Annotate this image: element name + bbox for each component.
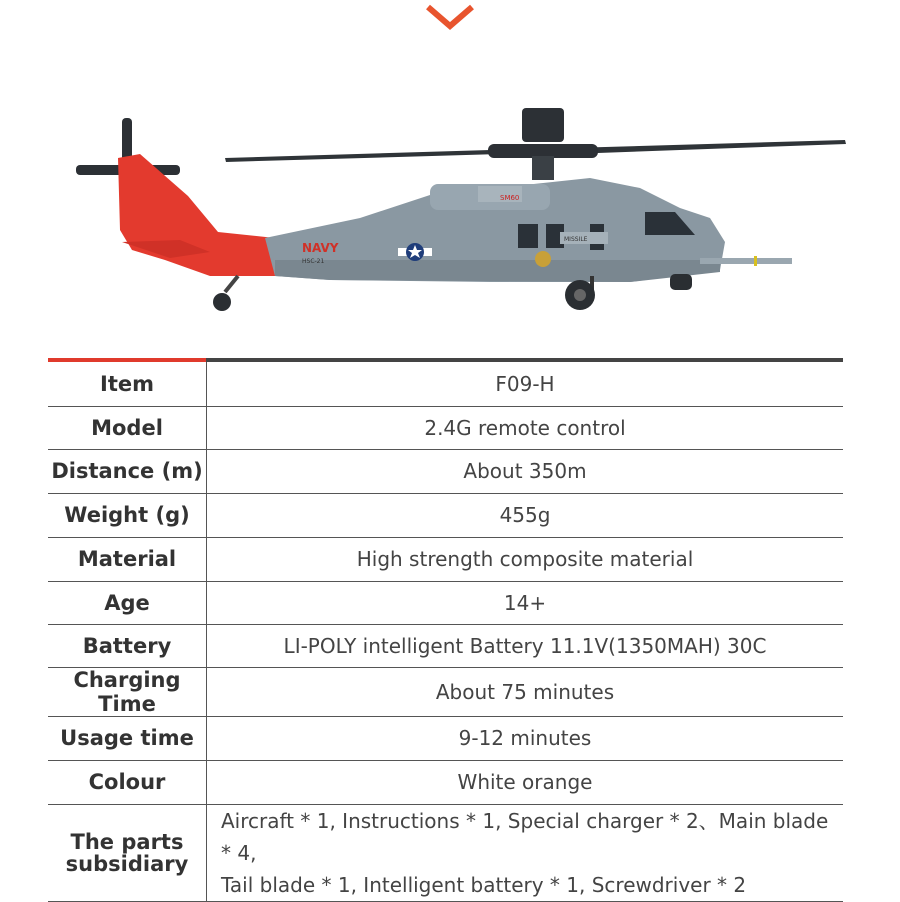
- chevron-down-icon: [425, 4, 475, 30]
- spec-key: Item: [48, 362, 207, 406]
- table-row-parts: [48, 804, 843, 901]
- spec-key: Battery: [48, 624, 207, 667]
- spec-table: [48, 362, 843, 902]
- table-row: [48, 760, 843, 804]
- spec-key: Material: [48, 537, 207, 581]
- parts-line2: Tail blade * 1, Intelligent battery * 1, Screwdriver * 2: [221, 872, 747, 897]
- parts-value: [207, 804, 844, 901]
- pylon-label: MISSILE: [564, 236, 588, 243]
- table-row: [48, 624, 843, 667]
- spec-value: 455g: [207, 493, 844, 537]
- spec-value: 9-12 minutes: [207, 716, 844, 760]
- parts-key: [48, 804, 207, 901]
- spec-value: About 75 minutes: [207, 667, 844, 716]
- spec-key: Model: [48, 406, 207, 449]
- table-row: [48, 716, 843, 760]
- helicopter-image: [70, 100, 860, 320]
- table-row: [48, 406, 843, 449]
- spec-value: 14+: [207, 581, 844, 624]
- spec-key: Colour: [48, 760, 207, 804]
- parts-key-line1: The parts: [70, 829, 184, 854]
- fuselage-label: NAVY: [302, 241, 339, 255]
- table-row: [48, 449, 843, 493]
- parts-key-line2: subsidiary: [65, 851, 189, 876]
- spec-key: Charging Time: [48, 667, 207, 716]
- engine-label: SM60: [500, 194, 520, 202]
- spec-value: About 350m: [207, 449, 844, 493]
- spec-key: Weight (g): [48, 493, 207, 537]
- table-row: [48, 667, 843, 716]
- spec-value: High strength composite material: [207, 537, 844, 581]
- table-row: [48, 362, 843, 406]
- table-row: [48, 493, 843, 537]
- spec-key: Distance (m): [48, 449, 207, 493]
- spec-value: 2.4G remote control: [207, 406, 844, 449]
- spec-value: White orange: [207, 760, 844, 804]
- spec-value: LI-POLY intelligent Battery 11.1V(1350MAH) 30C: [207, 624, 844, 667]
- parts-line1: Aircraft * 1, Instructions * 1, Special charger * 2、Main blade * 4,: [221, 808, 829, 865]
- table-row: [48, 581, 843, 624]
- table-row: [48, 537, 843, 581]
- spec-value: F09-H: [207, 362, 844, 406]
- spec-key: Usage time: [48, 716, 207, 760]
- spec-key: Age: [48, 581, 207, 624]
- fuselage-code: HSC-21: [302, 258, 325, 265]
